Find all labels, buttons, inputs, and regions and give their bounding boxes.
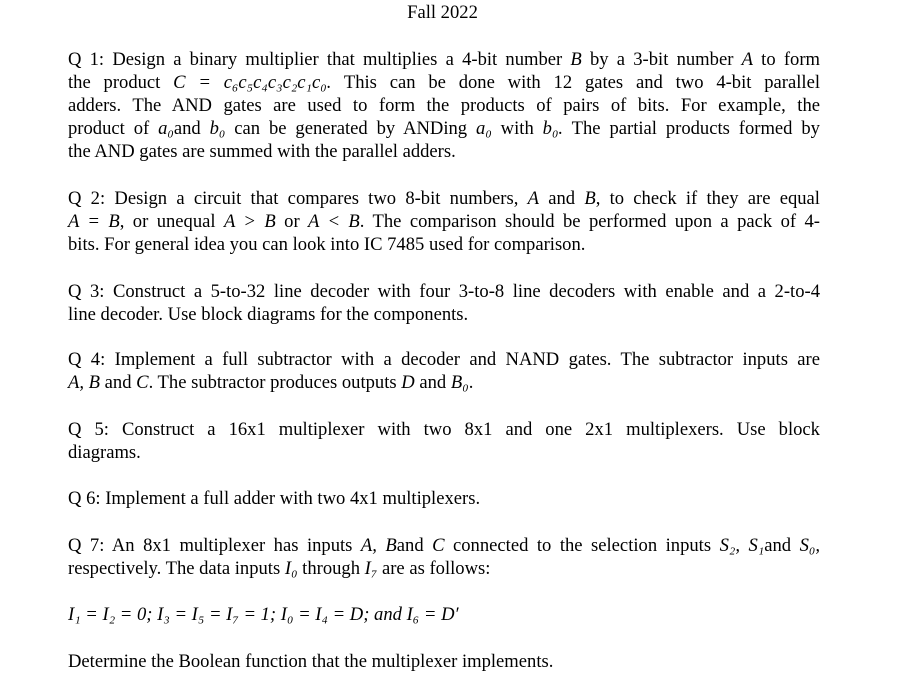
q1-var-a: A [741, 49, 753, 70]
q7-var-i7: I₇ [364, 558, 378, 579]
q2-expr-greater: A > B [223, 211, 276, 232]
q2-text-6: . The comparison should be performed upon a pack of 4- [359, 211, 820, 232]
q7-text-6: through [297, 558, 365, 579]
q6-line-1: Implement a full adder with two 4x1 multiplexers. [105, 488, 481, 509]
question-3 [68, 280, 820, 326]
q4-label: Q 4: [68, 349, 106, 370]
q4-text-5: . [468, 372, 474, 393]
q7-closing-text: Determine the Boolean function that the multiplexer implements. [68, 651, 554, 672]
q1-text-2: by a 3-bit number [581, 49, 742, 70]
q4-text-2: and [100, 372, 137, 393]
q2-text-2: and [538, 188, 585, 209]
q1-var-a0: a₀ [158, 118, 174, 139]
q1-var-b0: b₀ [209, 118, 226, 139]
q1-text-12: the AND gates are summed with the parallel adders. [68, 141, 456, 162]
q7-text-4: and [764, 535, 800, 556]
question-7 [68, 534, 820, 580]
q1-text-5: This can be done with 12 gates and two 4-bit parallel [331, 72, 820, 93]
q7-closing-prompt [68, 650, 820, 673]
q7-select-s0: S₀, [799, 535, 820, 556]
question-6 [68, 487, 820, 510]
q4-vars-ab: A, B [68, 372, 101, 393]
q2-text-7: bits. For general idea you can look into IC 7485 used for comparison. [68, 234, 586, 255]
q7-var-i0: I₀ [284, 558, 298, 579]
q1-text-7: product of [68, 118, 159, 139]
q2-label: Q 2: [68, 188, 106, 209]
q2-text-4: , or unequal [119, 211, 224, 232]
q5-line-2: diagrams. [68, 442, 141, 463]
q6-label: Q 6: [68, 488, 101, 509]
q1-text-8: and [173, 118, 210, 139]
q7-text-5: respectively. The data inputs [68, 558, 285, 579]
q7-var-c: C [432, 535, 445, 556]
q2-text-1: Design a circuit that compares two 8-bit numbers, [114, 188, 528, 209]
question-1 [68, 48, 820, 163]
q4-text-3: . The subtractor produces outputs [148, 372, 402, 393]
q3-label: Q 3: [68, 281, 105, 302]
q1-text-10: with [491, 118, 543, 139]
q7-text-7: are as follows: [377, 558, 491, 579]
q7-label: Q 7: [68, 535, 105, 556]
q5-label: Q 5: [68, 419, 109, 440]
q1-text-1: Design a binary multiplier that multiplies a 4-bit number [112, 49, 571, 70]
q2-expr-equal: A = B [68, 211, 120, 232]
q1-var-a0-2: a₀ [476, 118, 492, 139]
q2-expr-less: A < B [308, 211, 360, 232]
q1-text-3: to form [752, 49, 820, 70]
q4-var-d: D [401, 372, 415, 393]
q3-line-1: Construct a 5-to-32 line decoder with four 3-to-8 line decoders with enable and a 2-to-4 [112, 281, 820, 302]
q7-text-2: and [396, 535, 433, 556]
q7-select-s2-s1: S₂, S₁ [719, 535, 765, 556]
q2-var-a: A [527, 188, 539, 209]
q1-text-9: can be generated by ANDing [225, 118, 477, 139]
q4-var-b0: B₀ [450, 372, 469, 393]
q1-text-4: the product [68, 72, 174, 93]
question-4 [68, 348, 820, 394]
q1-var-b0-2: b₀. [542, 118, 564, 139]
q3-line-2: line decoder. Use block diagrams for the components. [68, 304, 469, 325]
q1-label: Q 1: [68, 49, 105, 70]
question-5 [68, 418, 820, 464]
q1-var-b: B [570, 49, 582, 70]
q2-text-5: or [275, 211, 309, 232]
q2-var-b: B [584, 188, 596, 209]
q4-text-4: and [414, 372, 451, 393]
question-2 [68, 187, 820, 256]
q4-line-1: Implement a full subtractor with a decoder and NAND gates. The subtractor inputs are [114, 349, 820, 370]
q1-text-6: adders. The AND gates are used to form the products of pairs of bits. For example, the [68, 95, 820, 116]
q1-product-expression: C = c₆c₅c₄c₃c₂c₁c₀. [173, 72, 332, 93]
q1-text-11: The partial products formed by [563, 118, 820, 139]
q7-data-inputs-formula: I₁ = I₂ = 0; I₃ = I₅ = I₇ = 1; I₀ = I₄ = D; and I₆ = D′ [68, 604, 459, 625]
q5-line-1: Construct a 16x1 multiplexer with two 8x1 and one 2x1 multiplexers. Use block [121, 419, 820, 440]
q2-text-3: , to check if they are equal [595, 188, 820, 209]
q7-vars-ab: A, B [360, 535, 397, 556]
q7-text-1: An 8x1 multiplexer has inputs [111, 535, 361, 556]
q7-text-3: connected to the selection inputs [444, 535, 720, 556]
page-title: Fall 2022 [407, 2, 478, 23]
q4-var-c: C [136, 372, 149, 393]
